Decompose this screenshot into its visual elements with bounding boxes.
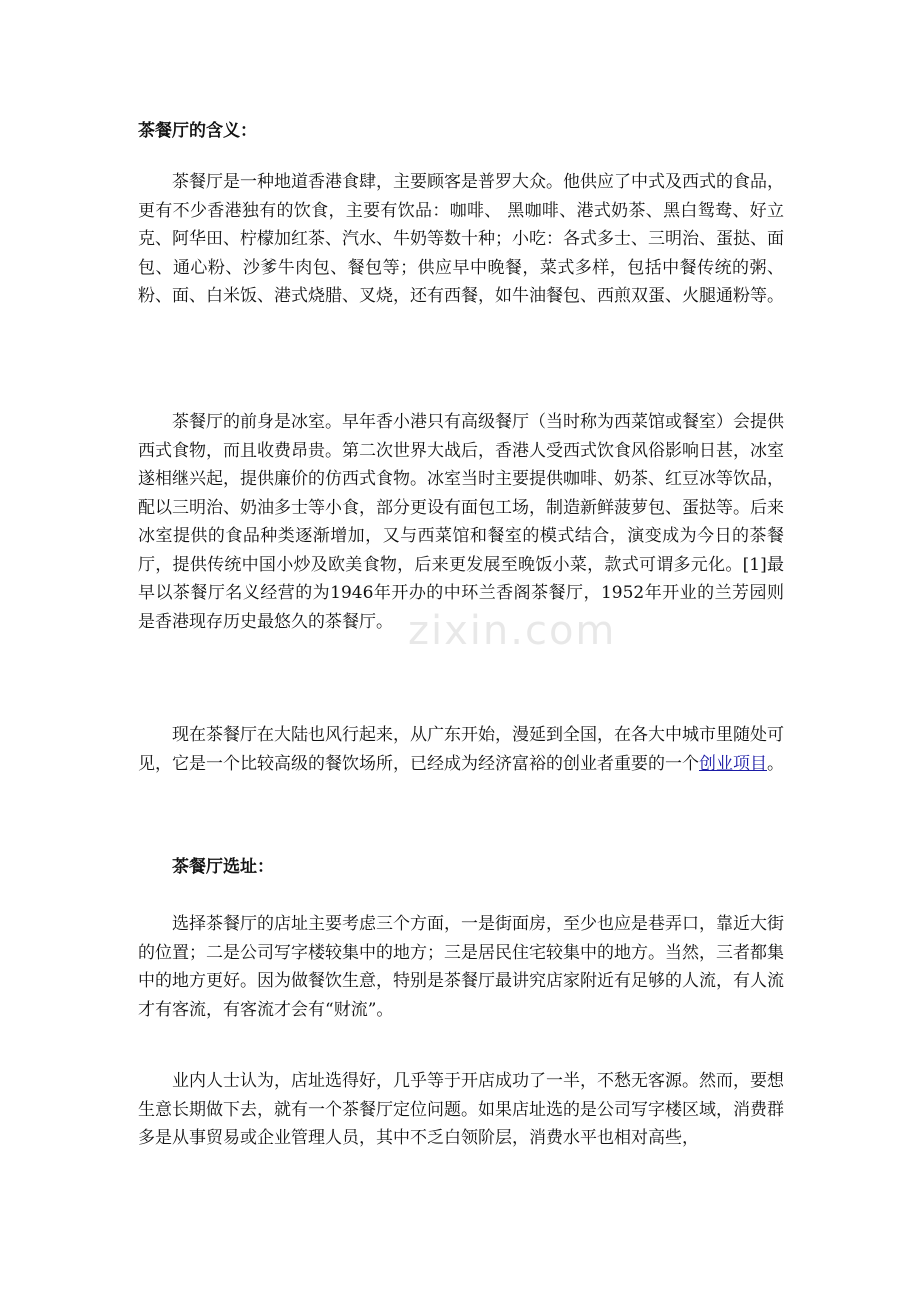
- heading-meaning: 茶餐厅的含义：: [138, 121, 257, 141]
- paragraph-history: 茶餐厅的前身是冰室。早年香小港只有高级餐厅（当时称为西菜馆或餐室）会提供西式食物，而且收费昂贵。第二次世界大战后，香港人受西式饮食风俗影响日甚，冰室遂相继兴起，提供廉价的仿西式食物。冰室当时主要提供咖啡、奶茶、红豆冰等饮品，配以三明治、奶油多士等小食，部分更设有面包工场，制造新鲜菠萝包、蛋挞等。后来冰室提供的食品种类逐渐增加，又与西菜馆和餐室的模式结合，演变成为今日的茶餐厅，提供传统中国小炒及欧美食物，后来更发展至晚饭小菜，款式可谓多元化。[1]最早以茶餐厅名义经营的为1946年开办的中环兰香阁茶餐厅，1952年开业的兰芳园则是香港现存历史最悠久的茶餐厅。: [138, 412, 784, 632]
- paragraph-positioning: 业内人士认为，店址选得好，几乎等于开店成功了一半，不愁无客源。然而，要想生意长期做下去，就有一个茶餐厅定位问题。如果店址选的是公司写字楼区域，消费群多是从事贸易或企业管理人员，其中不乏白领阶层，消费水平也相对高些，: [138, 1071, 784, 1148]
- heading-location: 茶餐厅选址：: [172, 857, 274, 877]
- paragraph-mainland-text: 现在茶餐厅在大陆也风行起来，从广东开始，漫延到全国，在各大中城市里随处可见，它是一个比较高级的餐饮场所，已经成为经济富裕的创业者重要的一个: [138, 725, 784, 774]
- watermark: zixin.com: [408, 608, 617, 654]
- paragraph-mainland-end: 。: [767, 753, 784, 774]
- paragraph-mainland: [138, 721, 784, 778]
- paragraph-location-factors: 选择茶餐厅的店址主要考虑三个方面，一是街面房，至少也应是巷弄口，靠近大街的位置；二是公司写字楼较集中的地方；三是居民住宅较集中的地方。当然，三者都集中的地方更好。因为做餐饮生意，特别是茶餐厅最讲究店家附近有足够的人流，有人流才有客流，有客流才会有“财流”。: [138, 914, 784, 1020]
- paragraph-definition: 茶餐厅是一种地道香港食肆，主要顾客是普罗大众。他供应了中式及西式的食品，更有不少香港独有的饮食，主要有饮品：咖啡、 黑咖啡、港式奶茶、黑白鸳鸯、好立克、阿华田、柠檬加红茶、汽水、牛奶等数十种；小吃：各式多士、三明治、蛋挞、面包、通心粉、沙爹牛肉包、餐包等；供应早中晚餐，菜式多样，包括中餐传统的粥、粉、面、白米饭、港式烧腊、叉烧，还有西餐，如牛油餐包、西煎双蛋、火腿通粉等。: [138, 172, 784, 306]
- startup-project-link[interactable]: 创业项目: [699, 753, 767, 774]
